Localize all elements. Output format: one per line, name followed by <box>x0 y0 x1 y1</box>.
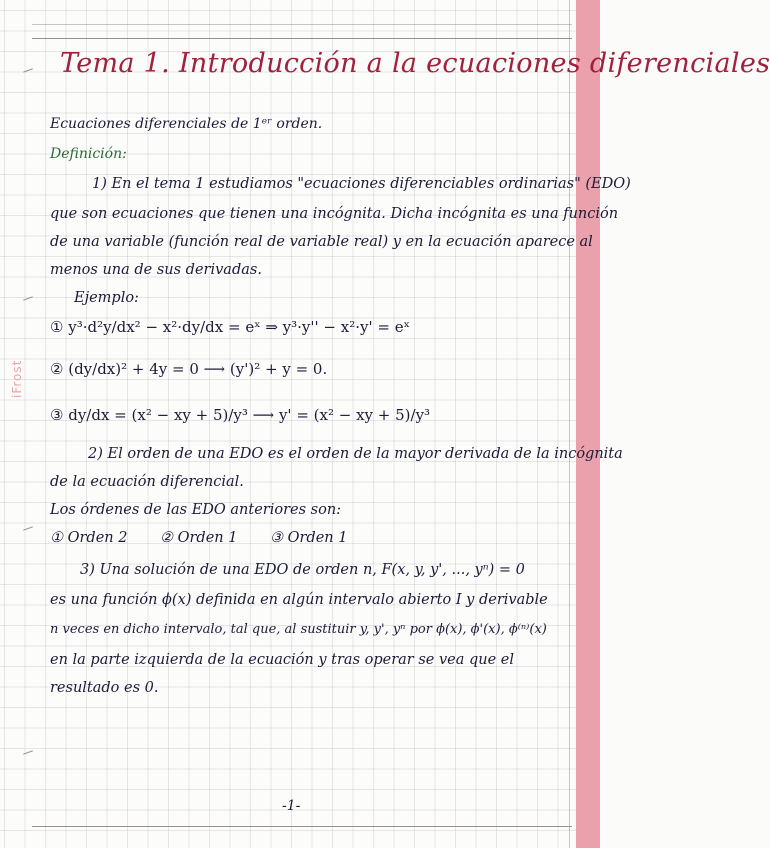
margin-tick <box>23 68 33 72</box>
footer-rule <box>32 826 572 827</box>
paragraph-line: 2) El orden de una EDO es el orden de la mayor derivada de la incógnita <box>88 446 623 462</box>
page-number: -1- <box>282 798 301 814</box>
notebook-brand: iFrost <box>10 359 24 398</box>
paragraph-line: en la parte izquierda de la ecuación y tras operar se vea que el <box>50 652 515 668</box>
margin-tick <box>23 526 33 530</box>
paragraph-line: menos una de sus derivadas. <box>50 262 262 278</box>
top-rule <box>32 24 572 25</box>
margin-line <box>569 0 570 848</box>
paragraph-line: de la ecuación diferencial. <box>50 474 244 490</box>
margin-tick <box>23 750 33 754</box>
paragraph-line: n veces en dicho intervalo, tal que, al sustituir y, y', yⁿ por ϕ(x), ϕ'(x), ϕ⁽ⁿ⁾(x) <box>50 622 547 637</box>
paragraph-line: es una función ϕ(x) definida en algún intervalo abierto I y derivable <box>50 592 548 608</box>
paragraph-line: Los órdenes de las EDO anteriores son: <box>50 502 342 518</box>
paragraph-line: de una variable (función real de variable real) y en la ecuación aparece al <box>50 234 593 250</box>
example-equation: ① y³·d²y/dx² − x²·dy/dx = eˣ ⇒ y³·y'' − x²·y' = eˣ <box>50 318 410 336</box>
order-item: ① Orden 2 <box>50 530 128 546</box>
paragraph-line: 3) Una solución de una EDO de orden n, F(x, y, y', ..., yⁿ) = 0 <box>80 562 525 578</box>
order-item: ② Orden 1 <box>160 530 238 546</box>
paragraph-line: 1) En el tema 1 estudiamos "ecuaciones diferenciables ordinarias" (EDO) <box>92 176 631 192</box>
example-equation: ③ dy/dx = (x² − xy + 5)/y³ ⟶ y' = (x² − xy + 5)/y³ <box>50 406 431 424</box>
example-equation: ② (dy/dx)² + 4y = 0 ⟶ (y')² + y = 0. <box>50 360 328 378</box>
section-heading: Ecuaciones diferenciales de 1ᵉʳ orden. <box>50 116 323 132</box>
margin-strip <box>576 0 600 848</box>
paragraph-line: resultado es 0. <box>50 680 159 696</box>
definition-label: Definición: <box>50 146 127 162</box>
margin-tick <box>23 296 33 300</box>
order-item: ③ Orden 1 <box>270 530 348 546</box>
example-label: Ejemplo: <box>74 290 139 306</box>
header-rule <box>32 38 572 39</box>
paragraph-line: que son ecuaciones que tienen una incógnita. Dicha incógnita es una función <box>50 206 619 222</box>
page-title: Tema 1. Introducción a la ecuaciones diferenciales <box>60 48 770 79</box>
